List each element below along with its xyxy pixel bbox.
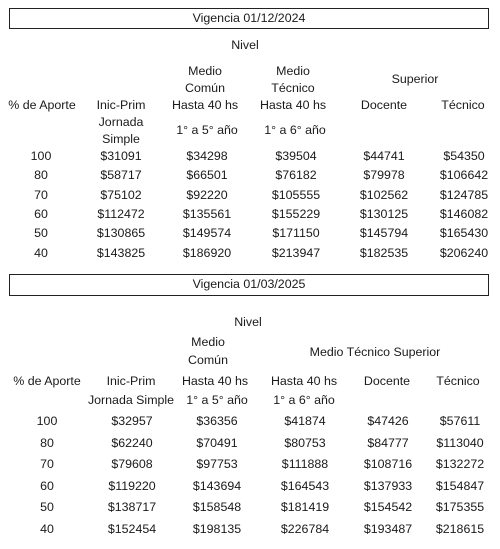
- header-docente-1: Docente: [360, 98, 408, 112]
- table-cell-medio-comun: $92220: [186, 187, 228, 202]
- table-cell-medio-comun: $149574: [182, 226, 232, 241]
- header-aporte-2: % de Aporte: [13, 374, 81, 388]
- table-cell-inic-prim: $112472: [97, 206, 145, 221]
- table-cell-tecnico: $218615: [435, 521, 485, 536]
- table-cell-aporte: 60: [40, 478, 54, 493]
- header-medio-tecnico-superior-2: Medio Técnico Superior: [309, 345, 441, 359]
- table-cell-docente: $102562: [359, 187, 409, 202]
- table-cell-docente: $84777: [367, 435, 409, 450]
- table-cell-medio-tecnico: $155229: [271, 206, 321, 221]
- header-tecnico-2: Técnico: [436, 374, 480, 388]
- table-cell-medio-tecnico: $39504: [275, 149, 317, 163]
- table-cell-aporte: 100: [36, 414, 58, 428]
- header-aporte-1: % de Aporte: [8, 98, 76, 112]
- table-cell-inic-prim: $31091: [100, 149, 142, 163]
- table-cell-aporte: 40: [40, 521, 54, 536]
- table-cell-tecnico: $106642: [439, 168, 489, 183]
- header-inic-prim-2-l2: Jornada Simple: [87, 393, 175, 407]
- table-cell-tecnico: $175355: [435, 500, 485, 514]
- table-cell-medio-comun: $36356: [196, 414, 238, 428]
- vigencia-box-2: [9, 274, 489, 296]
- table-cell-aporte: 60: [34, 206, 48, 221]
- table-cell-aporte: 80: [34, 168, 48, 183]
- table-cell-docente: $145794: [359, 226, 409, 241]
- table-cell-inic-prim: $119220: [108, 478, 156, 493]
- table-cell-docente: $182535: [359, 245, 409, 260]
- header-tecnico-1: Técnico: [441, 98, 485, 112]
- header-medio-comun-1-l2: Común: [185, 81, 225, 95]
- table-cell-tecnico: $124785: [439, 187, 489, 202]
- table-cell-inic-prim: $32957: [111, 414, 153, 428]
- table-cell-inic-prim: $138717: [107, 500, 157, 514]
- table-cell-medio-comun: $70491: [196, 435, 238, 450]
- table-cell-medio-comun: $34298: [186, 149, 228, 163]
- header-medio-comun-1-l1: Medio: [188, 64, 222, 78]
- table-cell-tecnico: $132272: [435, 457, 485, 471]
- table-cell-aporte: 70: [34, 187, 48, 202]
- table-cell-medio-comun: $198135: [192, 521, 242, 536]
- table-cell-aporte: 70: [40, 457, 54, 471]
- table-cell-medio-comun: $97753: [196, 457, 238, 471]
- vigencia-box-1: [9, 8, 489, 29]
- nivel-label-2: Nivel: [234, 315, 262, 329]
- table-cell-docente: $108716: [363, 457, 413, 471]
- table-cell-medio-comun: $66501: [186, 168, 228, 183]
- table-cell-medio-tecnico: $41874: [284, 414, 326, 428]
- table-cell-inic-prim: $75102: [100, 187, 142, 202]
- header-inic-prim-2-l1: Inic-Prim: [106, 374, 156, 388]
- table-cell-aporte: 50: [34, 226, 48, 241]
- table-cell-medio-tecnico: $171150: [272, 226, 320, 241]
- header-superior-1: Superior: [391, 72, 439, 86]
- table-cell-inic-prim: $130865: [96, 226, 146, 241]
- vigencia-title-2: Vigencia 01/03/2025: [192, 277, 306, 291]
- header-medio-comun-2-l4: 1° a 5° año: [186, 393, 248, 407]
- header-medio-tecnico-1-l4: 1° a 6° año: [264, 123, 326, 137]
- table-cell-medio-comun: $135561: [182, 206, 232, 221]
- header-medio-comun-1-l3: Hasta 40 hs: [171, 98, 239, 112]
- table-cell-docente: $130125: [359, 206, 409, 221]
- table-cell-inic-prim: $79608: [111, 457, 153, 471]
- header-medio-tecnico-1-l3: Hasta 40 hs: [259, 98, 327, 112]
- table-cell-aporte: 80: [40, 435, 54, 450]
- table-cell-medio-tecnico: $213947: [271, 245, 321, 260]
- table-cell-docente: $154542: [363, 500, 413, 514]
- table-cell-medio-tecnico: $80753: [284, 435, 326, 450]
- table-cell-tecnico: $154847: [435, 478, 485, 493]
- table-cell-medio-comun: $158548: [192, 500, 242, 514]
- table-cell-medio-comun: $143694: [192, 478, 242, 493]
- table-cell-inic-prim: $58717: [100, 168, 142, 183]
- table-cell-medio-comun: $186920: [182, 245, 232, 260]
- header-hasta-2-l2: 1° a 6° año: [273, 393, 335, 407]
- header-medio-comun-2-l1: Medio: [191, 335, 225, 349]
- table-cell-medio-tecnico: $164543: [280, 478, 330, 493]
- table-cell-docente: $79978: [363, 168, 405, 183]
- table-cell-inic-prim: $152454: [107, 521, 157, 536]
- table-cell-tecnico: $57611: [439, 414, 481, 428]
- table-cell-tecnico: $206240: [439, 245, 489, 260]
- header-medio-tecnico-1-l1: Medio: [276, 64, 310, 78]
- header-inic-prim-1-l3: Simple: [102, 132, 140, 146]
- header-medio-comun-2-l2: Común: [188, 353, 228, 367]
- nivel-label-1: Nivel: [231, 38, 259, 52]
- table-cell-medio-tecnico: $226784: [280, 521, 330, 536]
- table-cell-inic-prim: $143825: [96, 245, 146, 260]
- header-medio-comun-2-l3: Hasta 40 hs: [181, 374, 249, 388]
- table-cell-medio-tecnico: $105555: [271, 187, 321, 202]
- table-cell-tecnico: $165430: [439, 226, 489, 241]
- table-cell-tecnico: $113040: [436, 435, 484, 450]
- table-cell-medio-tecnico: $111888: [281, 457, 329, 471]
- table-cell-docente: $47426: [367, 414, 409, 428]
- header-hasta-2-l1: Hasta 40 hs: [270, 374, 338, 388]
- header-medio-comun-1-l4: 1° a 5° año: [176, 123, 238, 137]
- header-inic-prim-1-l2: Jornada: [98, 115, 144, 129]
- table-cell-aporte: 50: [40, 500, 54, 514]
- table-cell-docente: $44741: [363, 149, 405, 163]
- table-cell-medio-tecnico: $76182: [275, 168, 317, 183]
- table-cell-tecnico: $54350: [443, 149, 485, 163]
- table-cell-docente: $193487: [363, 521, 413, 536]
- table-cell-medio-tecnico: $181419: [280, 500, 330, 514]
- table-cell-inic-prim: $62240: [111, 435, 153, 450]
- table-cell-aporte: 40: [34, 245, 48, 260]
- vigencia-title-1: Vigencia 01/12/2024: [192, 11, 306, 25]
- table-cell-docente: $137933: [363, 478, 413, 493]
- header-inic-prim-1-l1: Inic-Prim: [96, 98, 146, 112]
- header-docente-2: Docente: [363, 374, 411, 388]
- table-cell-aporte: 100: [30, 149, 52, 163]
- table-cell-tecnico: $146082: [439, 206, 489, 221]
- header-medio-tecnico-1-l2: Técnico: [271, 81, 315, 95]
